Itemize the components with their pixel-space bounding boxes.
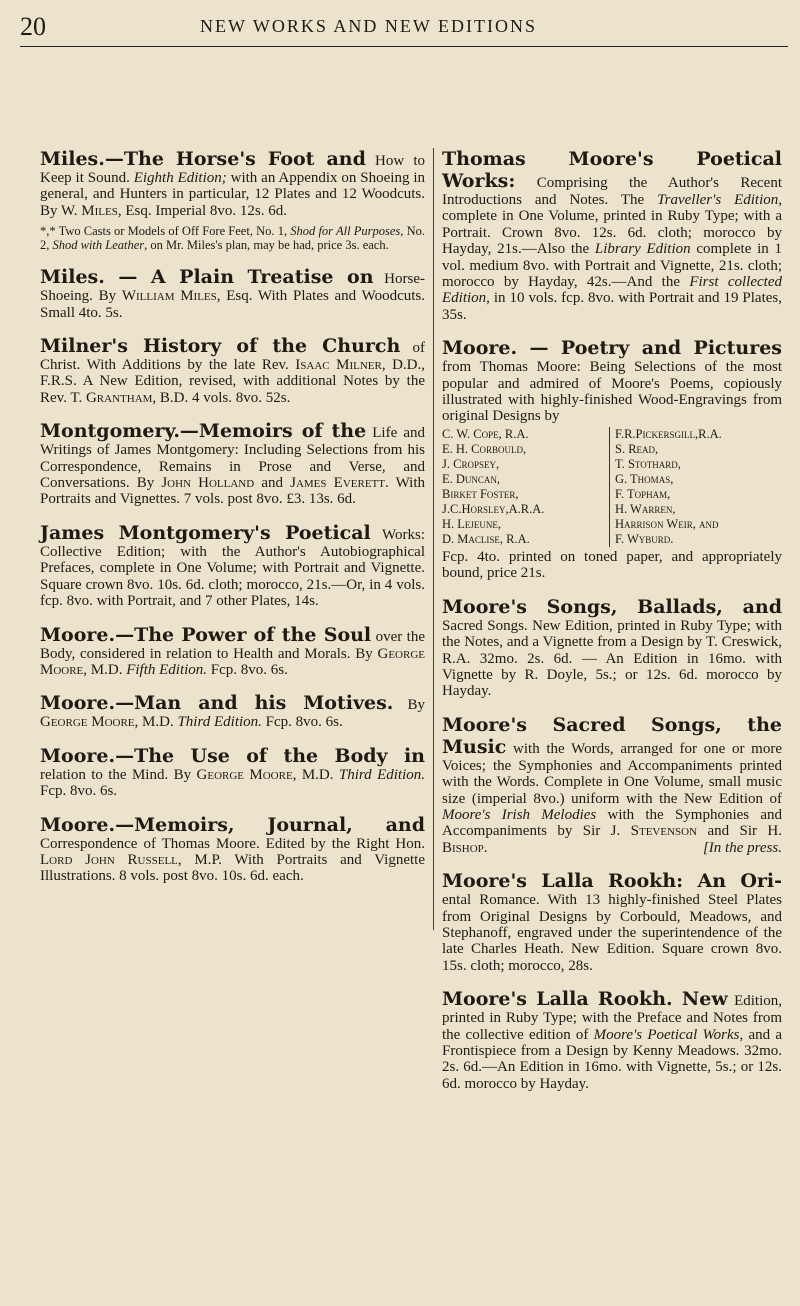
author-name: James Everett xyxy=(290,475,385,492)
entry-heading: James Montgomery's Poetical xyxy=(40,521,371,544)
entry-heading: Thomas Moore's Poetical Works: xyxy=(442,148,782,192)
entry-lalla-rookh-romance xyxy=(442,870,782,974)
entry-text: and Sir H. xyxy=(697,823,782,840)
footnote-text: , No. 2, xyxy=(40,224,425,253)
entry-heading: Montgomery.—Memoirs of the xyxy=(40,420,367,443)
entry-heading: Moore. — Poetry and Pictures xyxy=(442,337,782,360)
entry-heading: Moore.—Memoirs, Journal, and xyxy=(40,813,425,836)
page-number: 20 xyxy=(20,12,46,41)
entry-text: Fcp. 8vo. 6s. xyxy=(207,661,288,678)
press-note: [In the press. xyxy=(702,839,782,856)
entry-title-italic: Moore's Poetical Works xyxy=(593,1026,740,1043)
author-name: George Moore xyxy=(40,645,425,678)
entry-text: Works: Collective Edition; with the Author's Autobiographical Prefaces, complete in One Volume; with Portrait and Vignette. Square crown 8vo. 10s. 6d. cloth; morocco, 21s.—Or, in 4 vols. fcp. 8vo. with Portrait, and 7 other Plates, 14s. xyxy=(40,526,426,610)
entry-moore-songs-ballads xyxy=(442,596,782,700)
entry-heading: Miles.—The Horse's Foot and xyxy=(40,148,366,170)
entry-text: Edition, printed in Ruby Type; with the Preface and Notes from the collective edition of xyxy=(442,993,783,1043)
author-name: Miles xyxy=(81,202,118,219)
author-name: J. Stevenson xyxy=(610,823,698,840)
footnote-text: , on Mr. Miles's plan, may be had, price 3s. each. xyxy=(144,238,389,253)
artist-name: S. Read, xyxy=(615,441,659,456)
entry-text: , complete in One Volume, printed in Ruby Type; with a Portrait. Crown 8vo. 12s. 6d. cloth; morocco by Hayday, 21s.—Also the xyxy=(442,192,782,258)
artist-name: H. Warren, xyxy=(615,501,676,516)
entry-text: , D.D., F.R.S. A New Edition, revised, with additional Notes by the Rev. T. xyxy=(40,357,426,406)
artist-name: J. Cropsey, xyxy=(442,456,500,471)
artist-name: E. Duncan, xyxy=(442,471,501,486)
artist-name: F. Wyburd. xyxy=(615,531,674,546)
author-name: Isaac Milner xyxy=(295,357,382,374)
author-name: George Moore xyxy=(40,714,135,731)
artist-name: F. Topham, xyxy=(615,486,671,501)
artist-name: E. H. Corbould, xyxy=(442,441,527,456)
artists-list xyxy=(442,427,782,547)
artist-name: H. Lejeune, xyxy=(442,516,502,531)
artist-name: G. Thomas, xyxy=(615,471,674,486)
entry-text: with an Appendix on Shoeing in general, and Hunters in particular, 12 Plates and 12 Woodcuts. By W. xyxy=(40,170,425,219)
entry-edition: Library Edition xyxy=(594,241,691,258)
entry-edition: Third Edition. xyxy=(338,766,425,783)
header-rule xyxy=(20,46,788,47)
entry-text: By xyxy=(393,697,425,714)
artist-name: F.R.Pickersgill,R.A. xyxy=(615,426,722,441)
artist-name: Harrison Weir, and xyxy=(615,516,719,531)
entry-milner-history xyxy=(40,335,425,406)
entry-text: complete in 1 vol. medium 8vo. with Portrait and Vignette, 21s. cloth; morocco by Hayday, 42s.—And the xyxy=(442,241,782,291)
entry-edition: Third Edition. xyxy=(177,714,262,731)
entry-text: , and a Frontispiece from a Design by Kenny Meadows. 32mo. 2s. 6d.—An Edition in 16mo. with Vignette, 5s.; or 12s. 6d. morocco by Hayday. xyxy=(442,1026,782,1092)
entry-heading: Moore's Lalla Rookh. New xyxy=(442,988,728,1011)
artist-name: T. Stothard, xyxy=(615,456,681,471)
footnote-italic: Shod for All Purposes xyxy=(290,224,401,239)
entry-moore-memoirs-journal xyxy=(40,814,425,885)
right-column xyxy=(442,148,782,1106)
entry-text: from Thomas Moore: Being Selections of the most popular and admired of Moore's Poems, copiously illustrated with highly-finished Wood-Engravings from original Designs by xyxy=(442,359,782,425)
entry-moore-poetry-pictures xyxy=(442,337,782,581)
entry-moore-man-motives xyxy=(40,692,425,730)
entry-text: and xyxy=(254,475,291,492)
entry-heading: Moore.—The Power of the Soul xyxy=(40,623,372,646)
author-name: Grantham xyxy=(85,389,153,406)
author-name: Bishop xyxy=(442,839,484,856)
entry-text: with the Symphonies and Accompaniments by Sir xyxy=(442,806,782,840)
entry-text: , M.D. xyxy=(83,661,127,678)
entry-heading: Moore.—Man and his Motives. xyxy=(40,692,394,715)
entry-edition: First collected Edition xyxy=(442,274,782,307)
running-head: NEW WORKS AND NEW EDITIONS xyxy=(200,16,537,36)
entry-heading: Moore's Lalla Rookh: An Ori- xyxy=(442,870,782,893)
entry-text: , in 10 vols. fcp. 8vo. with Portrait and 19 Plates, 35s. xyxy=(442,290,782,323)
entry-text: with the Words, arranged for one or more Voices; the Symphonies and Accompaniments printed with the Words. Complete in One Volume, small music size (imperial 8vo.) uniform with the New Edition of xyxy=(442,740,782,807)
entry-moore-power-of-soul xyxy=(40,624,425,679)
artist-name: Birket Foster, xyxy=(442,486,519,501)
author-name: Lord John Russell xyxy=(40,851,178,868)
entry-heading: Milner's History of the Church xyxy=(40,335,401,358)
footnote xyxy=(40,224,425,252)
entry-moore-poetical-works xyxy=(442,148,782,323)
entry-text: , Esq. Imperial 8vo. 12s. 6d. xyxy=(117,202,287,219)
entry-moore-sacred-songs xyxy=(442,714,782,856)
entry-heading: Moore's Sacred Songs, the Music xyxy=(442,713,782,758)
entry-text: ental Romance. With 13 highly-finished Steel Plates from Original Designs by Corbould, Meadows, and Stephanoff, engraved under the superintendence of the late Charles Heath. New Edition. Square crown 8vo. 15s. cloth; morocco, 28s. xyxy=(442,892,782,974)
author-name: John Holland xyxy=(161,475,255,492)
entry-text: , Esq. With Plates and Woodcuts. Small 4to. 5s. xyxy=(40,288,425,321)
entry-text: , M.P. With Portraits and Vignette Illustrations. 8 vols. post 8vo. 10s. 6d. each. xyxy=(40,851,425,885)
entry-text: of Christ. With Additions by the late Rev. xyxy=(40,340,425,374)
artist-name: C. W. Cope, R.A. xyxy=(442,426,529,441)
artists-column-right xyxy=(609,427,782,547)
author-name: William Miles xyxy=(121,288,217,305)
artist-name: J.C.Horsley,A.R.A. xyxy=(442,501,545,516)
entry-heading: Moore's Songs, Ballads, and xyxy=(442,595,782,618)
entry-miles-horses-foot xyxy=(40,148,425,252)
entry-lalla-rookh-ruby xyxy=(442,988,782,1092)
artists-column-left xyxy=(442,427,609,547)
entry-text: Correspondence of Thomas Moore. Edited by the Right Hon. xyxy=(40,835,425,852)
entry-text: . xyxy=(483,839,488,856)
entry-heading: Miles. — A Plain Treatise on xyxy=(40,266,374,289)
entry-text: Fcp. 4to. printed on toned paper, and appropriately bound, price 21s. xyxy=(442,548,782,582)
entry-text: How to Keep it Sound. xyxy=(40,153,425,186)
entry-text: , B.D. 4 vols. 8vo. 52s. xyxy=(152,389,291,406)
entry-text: Life and Writings of James Montgomery: Including Selections from his Correspondence, Remains in Prose and Verse, and Conversations. By xyxy=(40,425,425,492)
artist-name: D. Maclise, R.A. xyxy=(442,531,530,546)
entry-text: Sacred Songs. New Edition, printed in Ruby Type; with the Notes, and a Vignette from a Design by T. Creswick, R.A. 32mo. 2s. 6d. — An Edition in 16mo. with Vignette by R. Doyle, 5s.; or 12s. 6d. morocco by Hayday. xyxy=(442,617,782,700)
entry-edition: Eighth Edition; xyxy=(133,170,227,186)
entry-text: Comprising the Author's Recent Introductions and Notes. The xyxy=(442,175,782,208)
entry-text: , M.D. xyxy=(292,766,339,783)
footnote-text: *,* Two Casts or Models of Off Fore Feet, No. 1, xyxy=(40,224,291,239)
entry-montgomery-poetical-works xyxy=(40,522,425,610)
entry-text: , M.D. xyxy=(134,714,178,731)
entry-edition: Traveller's Edition xyxy=(657,192,779,208)
entry-edition: Fifth Edition. xyxy=(126,661,208,678)
entry-text: Fcp. 8vo. 6s. xyxy=(40,783,118,800)
entry-text: Horse-Shoeing. By xyxy=(40,271,425,305)
footnote-italic: Shod with Leather xyxy=(52,238,145,253)
entry-heading: Moore.—The Use of the Body in xyxy=(40,744,425,767)
entry-miles-plain-treatise xyxy=(40,266,425,321)
entry-montgomery-memoirs xyxy=(40,420,425,508)
entry-text: . With Portraits and Vignettes. 7 vols. post 8vo. £3. 13s. 6d. xyxy=(40,475,425,508)
column-divider xyxy=(433,148,434,930)
entry-text: over the Body, considered in relation to Health and Morals. By xyxy=(40,628,425,662)
left-column xyxy=(40,148,425,899)
entry-moore-use-of-body xyxy=(40,745,425,800)
author-name: George Moore xyxy=(196,766,293,783)
entry-title-italic: Moore's Irish Melodies xyxy=(442,806,597,823)
entry-text: relation to the Mind. By xyxy=(40,766,197,783)
entry-text: Fcp. 8vo. 6s. xyxy=(261,714,343,731)
